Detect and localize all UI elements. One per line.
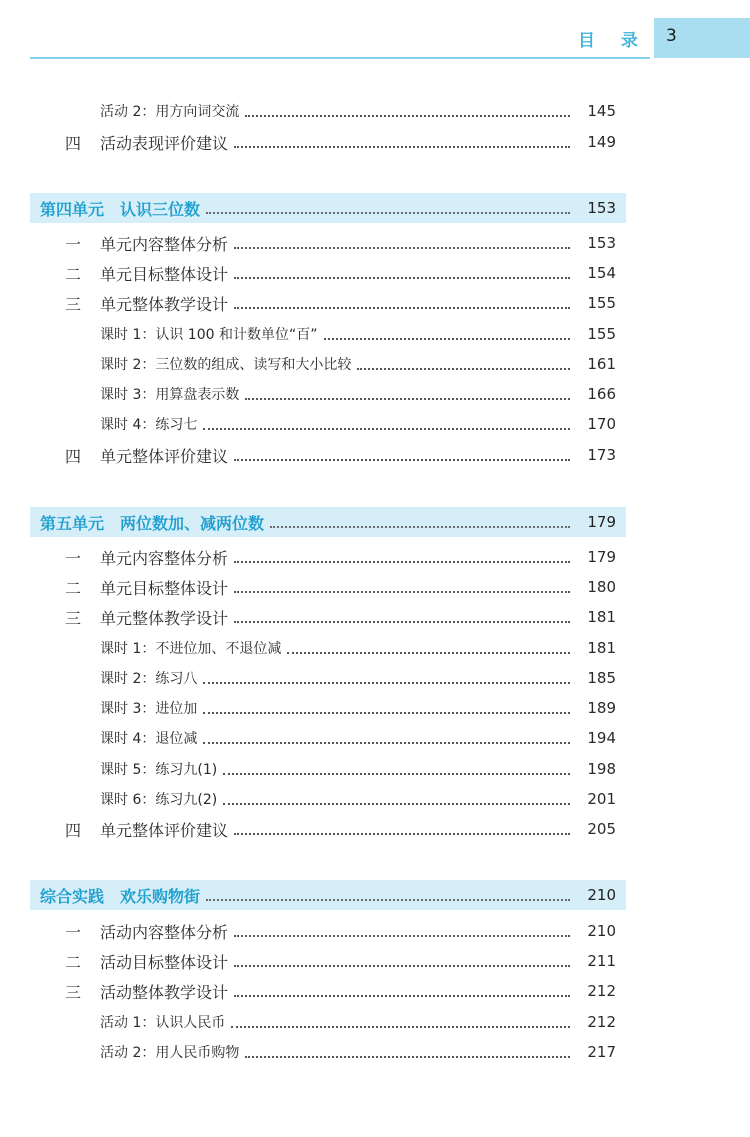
dot-leader xyxy=(203,427,570,430)
toc-page-number: 161 xyxy=(587,355,616,373)
toc-page-number: 201 xyxy=(587,790,616,808)
toc-entry-label: 第四单元 认识三位数 xyxy=(40,199,201,219)
toc-page-number: 180 xyxy=(587,578,616,596)
toc-entry-label: 活动目标整体设计 xyxy=(100,952,229,972)
toc-entry-label: 单元整体教学设计 xyxy=(100,294,229,314)
toc-entry-label: 单元整体教学设计 xyxy=(100,608,229,628)
toc-lesson-entry[interactable] xyxy=(0,1037,750,1067)
toc-section-entry[interactable] xyxy=(0,602,750,632)
toc-page-number: 194 xyxy=(587,729,616,747)
toc-entry-label: 活动内容整体分析 xyxy=(100,922,229,942)
toc-page-number: 166 xyxy=(587,385,616,403)
toc-lesson-entry[interactable] xyxy=(0,96,750,126)
header-title: 目 录 xyxy=(578,31,648,51)
toc-section-entry[interactable] xyxy=(0,258,750,288)
toc-section-entry[interactable] xyxy=(0,228,750,258)
toc-entry-number: 三 xyxy=(64,982,81,1002)
dot-leader xyxy=(234,306,570,309)
toc-section-entry[interactable] xyxy=(0,976,750,1006)
toc-lesson-entry[interactable] xyxy=(0,693,750,723)
toc-page-number: 205 xyxy=(587,820,616,838)
toc-page-number: 154 xyxy=(587,264,616,282)
toc-section-entry[interactable] xyxy=(0,127,750,157)
dot-leader xyxy=(245,114,570,117)
toc-lesson-entry[interactable] xyxy=(0,633,750,663)
toc-page-number: 145 xyxy=(587,102,616,120)
toc-entry-label: 课时 2：练习八 xyxy=(100,671,198,687)
toc-entry-label: 课时 4：退位减 xyxy=(100,731,198,747)
toc-entry-number: 四 xyxy=(64,133,81,153)
toc-entry-label: 课时 1：认识 100 和计数单位“百” xyxy=(100,327,318,343)
toc-entry-label: 第五单元 两位数加、减两位数 xyxy=(40,513,265,533)
toc-section-entry[interactable] xyxy=(0,572,750,602)
toc-entry-label: 课时 3：用算盘表示数 xyxy=(100,387,240,403)
toc-entry-label: 综合实践 欢乐购物街 xyxy=(40,886,201,906)
dot-leader xyxy=(234,590,570,593)
dot-leader xyxy=(234,832,570,835)
toc-entry-label: 活动 2：用方向词交流 xyxy=(100,104,240,120)
toc-entry-label: 单元内容整体分析 xyxy=(100,234,229,254)
toc-section-entry[interactable] xyxy=(0,542,750,572)
toc-lesson-entry[interactable] xyxy=(0,349,750,379)
toc-entry-number: 二 xyxy=(64,952,81,972)
toc-entry-label: 课时 5：练习九(1) xyxy=(100,762,218,778)
dot-leader xyxy=(206,211,570,214)
toc-entry-label: 课时 4：练习七 xyxy=(100,417,198,433)
toc-entry-number: 二 xyxy=(64,578,81,598)
toc-page-number: 179 xyxy=(587,548,616,566)
dot-leader xyxy=(245,397,570,400)
toc-lesson-entry[interactable] xyxy=(0,784,750,814)
toc-page-number: 212 xyxy=(587,1013,616,1031)
toc-page-number: 210 xyxy=(587,886,616,904)
dot-leader xyxy=(270,525,570,528)
toc-page-number: 173 xyxy=(587,446,616,464)
dot-leader xyxy=(234,276,570,279)
toc-lesson-entry[interactable] xyxy=(0,663,750,693)
toc-unit-entry[interactable] xyxy=(0,193,750,223)
dot-leader xyxy=(357,367,570,370)
toc-lesson-entry[interactable] xyxy=(0,754,750,784)
toc-entry-number: 一 xyxy=(64,234,81,254)
toc-entry-label: 课时 1：不进位加、不退位减 xyxy=(100,641,282,657)
toc-entry-label: 活动表现评价建议 xyxy=(100,133,229,153)
toc-section-entry[interactable] xyxy=(0,814,750,844)
dot-leader xyxy=(234,934,570,937)
toc-page-number: 198 xyxy=(587,760,616,778)
toc-entry-number: 四 xyxy=(64,820,81,840)
dot-leader xyxy=(324,337,571,340)
dot-leader xyxy=(234,246,570,249)
toc-lesson-entry[interactable] xyxy=(0,723,750,753)
toc-entry-number: 三 xyxy=(64,608,81,628)
toc-lesson-entry[interactable] xyxy=(0,379,750,409)
toc-entry-label: 课时 2：三位数的组成、读写和大小比较 xyxy=(100,357,352,373)
toc-section-entry[interactable] xyxy=(0,916,750,946)
toc-section-entry[interactable] xyxy=(0,946,750,976)
toc-entry-label: 单元内容整体分析 xyxy=(100,548,229,568)
toc-entry-number: 四 xyxy=(64,446,81,466)
toc-page-number: 211 xyxy=(587,952,616,970)
toc-page-number: 185 xyxy=(587,669,616,687)
dot-leader xyxy=(234,145,570,148)
toc-page-number: 153 xyxy=(587,199,616,217)
page-number: 3 xyxy=(666,26,677,46)
toc-lesson-entry[interactable] xyxy=(0,319,750,349)
toc-page-number: 181 xyxy=(587,639,616,657)
toc-page-number: 149 xyxy=(587,133,616,151)
toc-lesson-entry[interactable] xyxy=(0,1007,750,1037)
toc-entry-number: 一 xyxy=(64,548,81,568)
toc-unit-entry[interactable] xyxy=(0,880,750,910)
toc-page-number: 155 xyxy=(587,325,616,343)
toc-page-number: 212 xyxy=(587,982,616,1000)
toc-page-number: 217 xyxy=(587,1043,616,1061)
toc-entry-label: 单元整体评价建议 xyxy=(100,446,229,466)
dot-leader xyxy=(245,1055,570,1058)
toc-unit-entry[interactable] xyxy=(0,507,750,537)
toc-entry-number: 二 xyxy=(64,264,81,284)
dot-leader xyxy=(203,711,570,714)
toc-page-number: 179 xyxy=(587,513,616,531)
toc-entry-number: 三 xyxy=(64,294,81,314)
toc-section-entry[interactable] xyxy=(0,440,750,470)
toc-page-number: 181 xyxy=(587,608,616,626)
toc-page-number: 153 xyxy=(587,234,616,252)
dot-leader xyxy=(206,898,570,901)
toc-entry-label: 课时 6：练习九(2) xyxy=(100,792,218,808)
toc-entry-label: 活动整体教学设计 xyxy=(100,982,229,1002)
dot-leader xyxy=(234,964,570,967)
dot-leader xyxy=(287,651,570,654)
toc-section-entry[interactable] xyxy=(0,288,750,318)
dot-leader xyxy=(203,681,570,684)
toc-lesson-entry[interactable] xyxy=(0,409,750,439)
toc-entry-label: 课时 3：进位加 xyxy=(100,701,198,717)
toc-page-number: 189 xyxy=(587,699,616,717)
dot-leader xyxy=(203,741,570,744)
toc-entry-label: 单元整体评价建议 xyxy=(100,820,229,840)
dot-leader xyxy=(231,1025,570,1028)
dot-leader xyxy=(234,994,570,997)
toc-page-number: 170 xyxy=(587,415,616,433)
toc-entry-label: 单元目标整体设计 xyxy=(100,578,229,598)
toc-page-number: 155 xyxy=(587,294,616,312)
dot-leader xyxy=(234,560,570,563)
dot-leader xyxy=(223,802,570,805)
dot-leader xyxy=(234,620,570,623)
dot-leader xyxy=(223,772,570,775)
toc-entry-label: 活动 2：用人民币购物 xyxy=(100,1045,240,1061)
toc-page-number: 210 xyxy=(587,922,616,940)
toc-entry-label: 单元目标整体设计 xyxy=(100,264,229,284)
dot-leader xyxy=(234,458,570,461)
toc-entry-number: 一 xyxy=(64,922,81,942)
toc-entry-label: 活动 1：认识人民币 xyxy=(100,1015,226,1031)
